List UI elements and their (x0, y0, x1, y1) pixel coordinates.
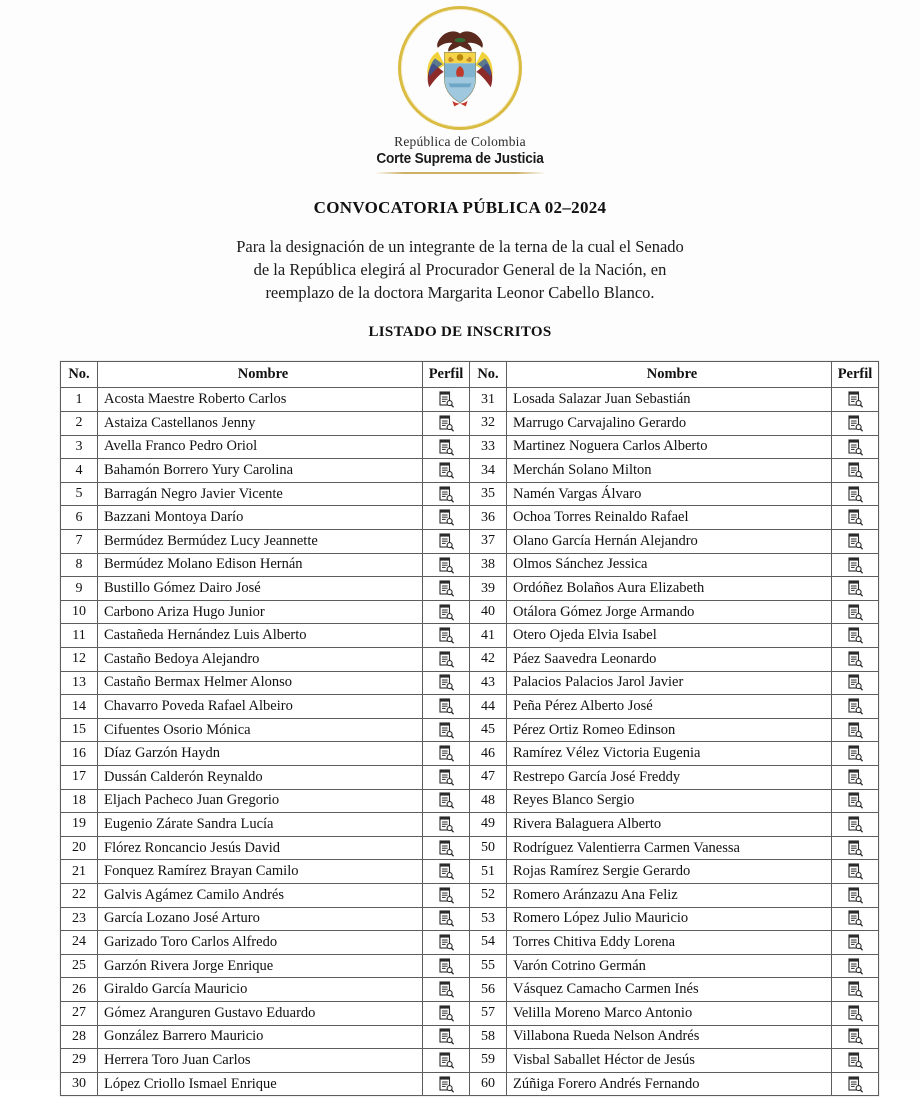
table-header-row (61, 362, 879, 388)
row-number: 35 (470, 482, 507, 506)
document-search-icon[interactable] (439, 769, 454, 786)
row-name: Castañeda Hernández Luis Alberto (98, 624, 423, 648)
row-name: Barragán Negro Javier Vicente (98, 482, 423, 506)
row-number: 10 (61, 600, 98, 624)
row-perfil-cell[interactable] (832, 1025, 879, 1049)
row-perfil-cell[interactable] (423, 600, 470, 624)
row-number: 24 (61, 931, 98, 955)
row-number: 8 (61, 553, 98, 577)
subtitle-line-1: Para la designación de un integrante de la terna de la cual el Senado (236, 237, 684, 257)
row-number: 11 (61, 624, 98, 648)
row-perfil-cell[interactable] (423, 813, 470, 837)
row-perfil-cell[interactable] (832, 954, 879, 978)
row-name: Rivera Balaguera Alberto (507, 813, 832, 837)
row-name: Martinez Noguera Carlos Alberto (507, 435, 832, 459)
row-number: 4 (61, 459, 98, 483)
row-number: 28 (61, 1025, 98, 1049)
row-perfil-cell[interactable] (832, 506, 879, 530)
row-name: Astaiza Castellanos Jenny (98, 412, 423, 436)
row-perfil-cell[interactable] (423, 388, 470, 412)
row-number: 2 (61, 412, 98, 436)
table-row (61, 718, 879, 742)
row-number: 55 (470, 954, 507, 978)
row-name: Flórez Roncancio Jesús David (98, 836, 423, 860)
document-search-icon[interactable] (848, 840, 863, 857)
row-name: Giraldo García Mauricio (98, 978, 423, 1002)
row-perfil-cell[interactable] (423, 931, 470, 955)
row-number: 59 (470, 1049, 507, 1073)
row-name: Garzón Rivera Jorge Enrique (98, 954, 423, 978)
row-number: 60 (470, 1072, 507, 1096)
court-label: Corte Suprema de Justicia (376, 150, 544, 167)
row-name: Otálora Gómez Jorge Armando (507, 600, 832, 624)
row-name: Palacios Palacios Jarol Javier (507, 671, 832, 695)
row-name: Restrepo García José Freddy (507, 765, 832, 789)
registry-table (60, 361, 879, 1096)
row-perfil-cell[interactable] (423, 482, 470, 506)
table-body (61, 388, 879, 1096)
table-row (61, 907, 879, 931)
document-search-icon[interactable] (848, 722, 863, 739)
table-row (61, 954, 879, 978)
row-perfil-cell[interactable] (832, 813, 879, 837)
row-number: 39 (470, 577, 507, 601)
table-row (61, 978, 879, 1002)
row-number: 22 (61, 883, 98, 907)
document-search-icon[interactable] (439, 1028, 454, 1045)
header-perfil-left: Perfil (423, 362, 470, 388)
row-perfil-cell[interactable] (423, 860, 470, 884)
row-number: 36 (470, 506, 507, 530)
row-name: Namén Vargas Álvaro (507, 482, 832, 506)
row-perfil-cell[interactable] (832, 435, 879, 459)
row-name: Bahamón Borrero Yury Carolina (98, 459, 423, 483)
row-perfil-cell[interactable] (832, 931, 879, 955)
organization-block (371, 134, 549, 174)
row-name: Garizado Toro Carlos Alfredo (98, 931, 423, 955)
document-search-icon[interactable] (848, 1052, 863, 1069)
row-perfil-cell[interactable] (832, 1049, 879, 1073)
header-perfil-right: Perfil (832, 362, 879, 388)
row-perfil-cell[interactable] (832, 765, 879, 789)
document-search-icon[interactable] (848, 627, 863, 644)
document-search-icon[interactable] (439, 1076, 454, 1093)
row-name: Castaño Bermax Helmer Alonso (98, 671, 423, 695)
document-search-icon[interactable] (439, 391, 454, 408)
section-heading-listado: LISTADO DE INSCRITOS (368, 324, 552, 341)
row-name: Otero Ojeda Elvia Isabel (507, 624, 832, 648)
header-nombre-left: Nombre (98, 362, 423, 388)
document-search-icon[interactable] (439, 580, 454, 597)
row-name: Villabona Rueda Nelson Andrés (507, 1025, 832, 1049)
row-name: Bustillo Gómez Dairo José (98, 577, 423, 601)
row-number: 15 (61, 718, 98, 742)
header-nombre-right: Nombre (507, 362, 832, 388)
row-number: 42 (470, 648, 507, 672)
table-row (61, 765, 879, 789)
row-number: 47 (470, 765, 507, 789)
table-row (61, 553, 879, 577)
document-search-icon[interactable] (439, 816, 454, 833)
row-number: 56 (470, 978, 507, 1002)
table-row (61, 1072, 879, 1096)
row-perfil-cell[interactable] (832, 530, 879, 554)
document-search-icon[interactable] (848, 415, 863, 432)
document-search-icon[interactable] (439, 722, 454, 739)
row-number: 46 (470, 742, 507, 766)
row-perfil-cell[interactable] (423, 1025, 470, 1049)
table-row (61, 671, 879, 695)
document-search-icon[interactable] (439, 651, 454, 668)
document-search-icon[interactable] (439, 934, 454, 951)
row-perfil-cell[interactable] (832, 388, 879, 412)
row-perfil-cell[interactable] (423, 671, 470, 695)
row-number: 13 (61, 671, 98, 695)
table-row (61, 600, 879, 624)
document-search-icon[interactable] (439, 415, 454, 432)
row-name: Cifuentes Osorio Mónica (98, 718, 423, 742)
row-name: Marrugo Carvajalino Gerardo (507, 412, 832, 436)
row-number: 27 (61, 1001, 98, 1025)
row-number: 33 (470, 435, 507, 459)
row-perfil-cell[interactable] (423, 836, 470, 860)
row-name: Olano García Hernán Alejandro (507, 530, 832, 554)
table-row (61, 1049, 879, 1073)
page-title: CONVOCATORIA PÚBLICA 02–2024 (313, 198, 607, 218)
row-perfil-cell[interactable] (832, 577, 879, 601)
row-number: 26 (61, 978, 98, 1002)
row-number: 21 (61, 860, 98, 884)
row-number: 23 (61, 907, 98, 931)
document-search-icon[interactable] (439, 462, 454, 479)
table-row (61, 1025, 879, 1049)
row-name: Carbono Ariza Hugo Junior (98, 600, 423, 624)
table-row (61, 412, 879, 436)
row-name: Avella Franco Pedro Oriol (98, 435, 423, 459)
document-search-icon[interactable] (439, 557, 454, 574)
row-name: López Criollo Ismael Enrique (98, 1072, 423, 1096)
row-number: 14 (61, 695, 98, 719)
row-number: 37 (470, 530, 507, 554)
document-search-icon[interactable] (439, 509, 454, 526)
document-search-icon[interactable] (848, 557, 863, 574)
row-number: 40 (470, 600, 507, 624)
document-search-icon[interactable] (848, 604, 863, 621)
coat-of-arms-colombia-icon (398, 6, 522, 130)
row-perfil-cell[interactable] (423, 435, 470, 459)
document-search-icon[interactable] (439, 958, 454, 975)
document-search-icon[interactable] (439, 604, 454, 621)
row-perfil-cell[interactable] (423, 718, 470, 742)
document-search-icon[interactable] (848, 816, 863, 833)
document-search-icon[interactable] (439, 863, 454, 880)
header-no-right: No. (470, 362, 507, 388)
document-search-icon[interactable] (439, 1005, 454, 1022)
row-name: Romero Aránzazu Ana Feliz (507, 883, 832, 907)
row-perfil-cell[interactable] (423, 1049, 470, 1073)
row-name: Dussán Calderón Reynaldo (98, 765, 423, 789)
row-name: Herrera Toro Juan Carlos (98, 1049, 423, 1073)
row-name: García Lozano José Arturo (98, 907, 423, 931)
row-perfil-cell[interactable] (832, 482, 879, 506)
row-number: 7 (61, 530, 98, 554)
row-name: Fonquez Ramírez Brayan Camilo (98, 860, 423, 884)
row-perfil-cell[interactable] (423, 907, 470, 931)
row-perfil-cell[interactable] (423, 530, 470, 554)
row-number: 45 (470, 718, 507, 742)
row-name: Ramírez Vélez Victoria Eugenia (507, 742, 832, 766)
row-perfil-cell[interactable] (832, 883, 879, 907)
table-head (61, 362, 879, 388)
row-number: 31 (470, 388, 507, 412)
row-number: 49 (470, 813, 507, 837)
row-perfil-cell[interactable] (832, 860, 879, 884)
table-row (61, 459, 879, 483)
document-search-icon[interactable] (848, 674, 863, 691)
row-number: 20 (61, 836, 98, 860)
row-name: Varón Cotrino Germán (507, 954, 832, 978)
country-label: República de Colombia (394, 134, 526, 149)
registry-table-wrapper (60, 361, 873, 1096)
document-search-icon[interactable] (848, 958, 863, 975)
document-search-icon[interactable] (848, 698, 863, 715)
table-row (61, 695, 879, 719)
row-name: Rojas Ramírez Sergie Gerardo (507, 860, 832, 884)
table-row (61, 506, 879, 530)
table-row (61, 388, 879, 412)
row-name: Pérez Ortiz Romeo Edinson (507, 718, 832, 742)
document-search-icon[interactable] (848, 651, 863, 668)
row-perfil-cell[interactable] (423, 883, 470, 907)
row-name: Bermúdez Bermúdez Lucy Jeannette (98, 530, 423, 554)
row-perfil-cell[interactable] (832, 459, 879, 483)
document-search-icon[interactable] (439, 840, 454, 857)
row-number: 25 (61, 954, 98, 978)
header-no-left: No. (61, 362, 98, 388)
document-search-icon[interactable] (439, 627, 454, 644)
row-number: 12 (61, 648, 98, 672)
document-search-icon[interactable] (439, 910, 454, 927)
row-name: Ordóñez Bolaños Aura Elizabeth (507, 577, 832, 601)
table-row (61, 648, 879, 672)
row-number: 1 (61, 388, 98, 412)
row-name: Olmos Sánchez Jessica (507, 553, 832, 577)
row-name: Acosta Maestre Roberto Carlos (98, 388, 423, 412)
row-number: 32 (470, 412, 507, 436)
row-perfil-cell[interactable] (423, 624, 470, 648)
row-perfil-cell[interactable] (832, 648, 879, 672)
row-name: Chavarro Poveda Rafael Albeiro (98, 695, 423, 719)
row-perfil-cell[interactable] (423, 742, 470, 766)
table-row (61, 860, 879, 884)
row-number: 18 (61, 789, 98, 813)
document-search-icon[interactable] (848, 981, 863, 998)
document-search-icon[interactable] (848, 745, 863, 762)
row-name: Castaño Bedoya Alejandro (98, 648, 423, 672)
document-search-icon[interactable] (848, 509, 863, 526)
row-number: 53 (470, 907, 507, 931)
row-perfil-cell[interactable] (832, 553, 879, 577)
row-number: 29 (61, 1049, 98, 1073)
subtitle-line-2: de la República elegirá al Procurador General de la Nación, en (253, 259, 667, 279)
document-search-icon[interactable] (848, 769, 863, 786)
row-name: Visbal Saballet Héctor de Jesús (507, 1049, 832, 1073)
document-search-icon[interactable] (439, 439, 454, 456)
row-perfil-cell[interactable] (832, 836, 879, 860)
document-search-icon[interactable] (848, 391, 863, 408)
row-perfil-cell[interactable] (832, 1072, 879, 1096)
row-number: 34 (470, 459, 507, 483)
document-search-icon[interactable] (439, 1052, 454, 1069)
row-number: 57 (470, 1001, 507, 1025)
subtitle-line-3: reemplazo de la doctora Margarita Leonor Cabello Blanco. (265, 282, 655, 302)
row-perfil-cell[interactable] (423, 506, 470, 530)
document-search-icon[interactable] (439, 533, 454, 550)
document-search-icon[interactable] (439, 792, 454, 809)
table-row (61, 836, 879, 860)
row-perfil-cell[interactable] (423, 765, 470, 789)
row-perfil-cell[interactable] (832, 1001, 879, 1025)
row-perfil-cell[interactable] (423, 648, 470, 672)
header-divider (374, 172, 546, 174)
row-number: 51 (470, 860, 507, 884)
row-perfil-cell[interactable] (832, 978, 879, 1002)
row-name: Merchán Solano Milton (507, 459, 832, 483)
document-search-icon[interactable] (848, 462, 863, 479)
row-number: 9 (61, 577, 98, 601)
row-name: Zúñiga Forero Andrés Fernando (507, 1072, 832, 1096)
document-search-icon[interactable] (848, 439, 863, 456)
document-search-icon[interactable] (848, 863, 863, 880)
row-number: 3 (61, 435, 98, 459)
row-number: 6 (61, 506, 98, 530)
row-number: 48 (470, 789, 507, 813)
row-perfil-cell[interactable] (423, 978, 470, 1002)
row-perfil-cell[interactable] (832, 907, 879, 931)
table-row (61, 624, 879, 648)
row-name: Bazzani Montoya Darío (98, 506, 423, 530)
row-name: Eljach Pacheco Juan Gregorio (98, 789, 423, 813)
row-perfil-cell[interactable] (832, 671, 879, 695)
row-number: 16 (61, 742, 98, 766)
table-row (61, 1001, 879, 1025)
row-number: 5 (61, 482, 98, 506)
row-number: 19 (61, 813, 98, 837)
row-name: González Barrero Mauricio (98, 1025, 423, 1049)
row-perfil-cell[interactable] (423, 1072, 470, 1096)
row-name: Velilla Moreno Marco Antonio (507, 1001, 832, 1025)
row-perfil-cell[interactable] (423, 695, 470, 719)
row-name: Torres Chitiva Eddy Lorena (507, 931, 832, 955)
document-search-icon[interactable] (848, 934, 863, 951)
document-search-icon[interactable] (848, 580, 863, 597)
row-name: Gómez Aranguren Gustavo Eduardo (98, 1001, 423, 1025)
row-perfil-cell[interactable] (423, 789, 470, 813)
row-number: 38 (470, 553, 507, 577)
document-search-icon[interactable] (848, 1005, 863, 1022)
row-number: 58 (470, 1025, 507, 1049)
document-search-icon[interactable] (439, 981, 454, 998)
table-row (61, 813, 879, 837)
row-number: 30 (61, 1072, 98, 1096)
row-name: Peña Pérez Alberto José (507, 695, 832, 719)
table-row (61, 435, 879, 459)
table-row (61, 931, 879, 955)
row-perfil-cell[interactable] (832, 742, 879, 766)
row-name: Ochoa Torres Reinaldo Rafael (507, 506, 832, 530)
row-name: Galvis Agámez Camilo Andrés (98, 883, 423, 907)
document-header (0, 0, 920, 174)
document-search-icon[interactable] (848, 533, 863, 550)
table-row (61, 482, 879, 506)
row-name: Vásquez Camacho Carmen Inés (507, 978, 832, 1002)
table-row (61, 742, 879, 766)
row-number: 50 (470, 836, 507, 860)
row-number: 41 (470, 624, 507, 648)
document-search-icon[interactable] (439, 887, 454, 904)
row-perfil-cell[interactable] (423, 1001, 470, 1025)
document-search-icon[interactable] (848, 887, 863, 904)
row-perfil-cell[interactable] (832, 695, 879, 719)
document-search-icon[interactable] (848, 486, 863, 503)
document-search-icon[interactable] (848, 1076, 863, 1093)
document-search-icon[interactable] (439, 486, 454, 503)
subtitle-block (150, 236, 770, 304)
row-name: Páez Saavedra Leonardo (507, 648, 832, 672)
document-search-icon[interactable] (439, 745, 454, 762)
row-perfil-cell[interactable] (423, 459, 470, 483)
row-name: Rodríguez Valentierra Carmen Vanessa (507, 836, 832, 860)
table-row (61, 530, 879, 554)
row-perfil-cell[interactable] (423, 553, 470, 577)
row-name: Bermúdez Molano Edison Hernán (98, 553, 423, 577)
row-name: Reyes Blanco Sergio (507, 789, 832, 813)
row-number: 54 (470, 931, 507, 955)
row-perfil-cell[interactable] (832, 412, 879, 436)
row-perfil-cell[interactable] (423, 954, 470, 978)
row-perfil-cell[interactable] (423, 577, 470, 601)
row-perfil-cell[interactable] (832, 624, 879, 648)
table-row (61, 577, 879, 601)
row-name: Romero López Julio Mauricio (507, 907, 832, 931)
row-name: Díaz Garzón Haydn (98, 742, 423, 766)
row-name: Eugenio Zárate Sandra Lucía (98, 813, 423, 837)
row-number: 17 (61, 765, 98, 789)
row-name: Losada Salazar Juan Sebastián (507, 388, 832, 412)
row-number: 43 (470, 671, 507, 695)
row-number: 44 (470, 695, 507, 719)
document-search-icon[interactable] (848, 792, 863, 809)
row-perfil-cell[interactable] (832, 789, 879, 813)
document-search-icon[interactable] (439, 698, 454, 715)
table-row (61, 883, 879, 907)
row-number: 52 (470, 883, 507, 907)
table-row (61, 789, 879, 813)
row-perfil-cell[interactable] (423, 412, 470, 436)
row-perfil-cell[interactable] (832, 718, 879, 742)
document-search-icon[interactable] (848, 1028, 863, 1045)
coat-of-arms-svg (412, 20, 508, 116)
document-search-icon[interactable] (439, 674, 454, 691)
row-perfil-cell[interactable] (832, 600, 879, 624)
document-search-icon[interactable] (848, 910, 863, 927)
